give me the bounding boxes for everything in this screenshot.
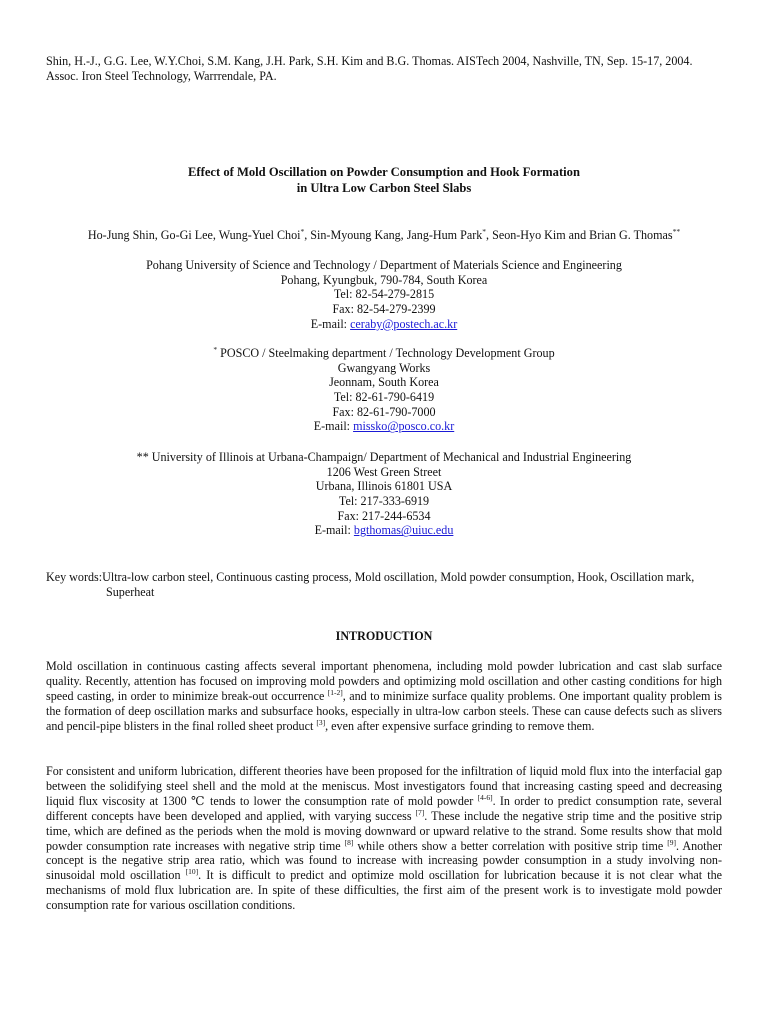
- reference-marker: [9]: [667, 837, 676, 847]
- author-marker-2: *: [482, 226, 487, 236]
- text-run: while others show a better correlation with positive strip time: [353, 838, 668, 853]
- text-run: , and to minimize surface quality problems. One important quality problem is the formation of deep oscillation marks and subsurface hooks, especially in ultra-low carbon steels. These can cause defects such as slivers and pencil-pipe blisters in the final rolled sheet product: [46, 688, 722, 733]
- author-marker-3: **: [672, 226, 681, 236]
- reference-marker: [3]: [316, 717, 326, 727]
- email-link-bgthomas[interactable]: bgthomas@uiuc.edu: [353, 523, 454, 538]
- keywords-line-1: Ultra-low carbon steel, Continuous casting process, Mold oscillation, Mold powder consumption, Hook, Oscillation mark,: [102, 570, 695, 584]
- affiliation-3-line-2: 1206 West Green Street: [326, 464, 442, 479]
- text-run: . In order to predict consumption rate, several different concepts have been developed and applied, with varying success: [46, 793, 722, 823]
- affiliation-uiuc: [0, 450, 768, 538]
- citation-line-1: Shin, H.-J., G.G. Lee, W.Y.Choi, S.M. Kang, J.H. Park, S.H. Kim and B.G. Thomas. AISTech 2004, Nashville, TN, Sep. 15-17, 2004.: [46, 54, 693, 68]
- citation-line-2: Assoc. Iron Steel Technology, Warrrendale, PA.: [46, 68, 277, 83]
- email-link-ceraby[interactable]: ceraby@postech.ac.kr: [350, 316, 458, 331]
- affiliation-3-email-row: [0, 523, 768, 538]
- introduction-paragraph-1: [46, 659, 722, 734]
- authors-part-2: , Sin-Myoung Kang, Jang-Hum Park: [304, 228, 483, 242]
- author-marker-1: *: [300, 226, 305, 236]
- affiliation-2-tel: Tel: 82-61-790-6419: [333, 390, 435, 405]
- authors-part-1: Ho-Jung Shin, Go-Gi Lee, Wung-Yuel Choi: [87, 228, 301, 242]
- email-label: E-mail:: [310, 316, 351, 331]
- affiliation-2-line-3: Jeonnam, South Korea: [329, 375, 439, 390]
- author-list: [0, 228, 768, 243]
- paper-title: [0, 164, 768, 196]
- affiliation-2-line-1-text: POSCO / Steelmaking department / Technology Development Group: [217, 346, 555, 360]
- text-run: . Another concept is the negative strip area ratio, which was found to increase with increasing powder consumption in a study involving non-sinusoidal mold oscillation: [46, 838, 722, 883]
- affiliation-1-line-2: Pohang, Kyungbuk, 790-784, South Korea: [280, 272, 488, 287]
- introduction-heading: INTRODUCTION: [335, 629, 433, 643]
- affiliation-2-email-row: [0, 419, 768, 434]
- affiliation-1-tel: Tel: 82-54-279-2815: [333, 287, 435, 302]
- text-run: . These include the negative strip time and the positive strip time, which are defined as the periods when the mold is moving downward or upward relative to the strand. Some results show that mold powder consumption rate increases with negative strip time: [46, 808, 723, 853]
- keywords-row: [46, 570, 726, 585]
- affiliation-2-line-1: [0, 346, 768, 361]
- keywords-block: [46, 570, 726, 600]
- affiliation-3-line-3: Urbana, Illinois 61801 USA: [315, 479, 453, 494]
- reference-marker: [8]: [344, 837, 354, 847]
- email-label: E-mail:: [313, 419, 354, 434]
- authors-part-3: , Seon-Hyo Kim and Brian G. Thomas: [486, 228, 673, 242]
- reference-marker: [4-6]: [477, 792, 493, 802]
- affiliation-3-tel: Tel: 217-333-6919: [338, 494, 430, 509]
- affiliation-2-line-2: Gwangyang Works: [337, 360, 431, 375]
- text-run: . It is difficult to predict and optimize mold oscillation for lubrication because it is not clear what the mechanisms of mold flux lubrication are. In spite of these difficulties, the first aim of the present work is to investigate mold powder consumption rate for various oscillation conditions.: [46, 868, 722, 913]
- email-link-missko[interactable]: missko@posco.co.kr: [353, 419, 455, 434]
- keywords-label: Key words:: [46, 570, 103, 584]
- affiliation-postech: [0, 258, 768, 331]
- reference-marker: [7]: [415, 807, 425, 817]
- reference-marker: [10]: [185, 867, 199, 877]
- affiliation-2-marker: *: [213, 344, 218, 354]
- email-label: E-mail:: [314, 523, 354, 538]
- affiliation-3-line-1: ** University of Illinois at Urbana-Champaign/ Department of Mechanical and Industrial Engineering: [136, 450, 632, 464]
- title-line-1: Effect of Mold Oscillation on Powder Consumption and Hook Formation: [188, 165, 580, 179]
- affiliation-3-fax: Fax: 217-244-6534: [337, 508, 431, 523]
- text-run: , even after expensive surface grinding to remove them.: [325, 718, 595, 733]
- citation-header: [46, 54, 726, 84]
- affiliation-1-line-1: Pohang University of Science and Technology / Department of Materials Science and Engineering: [146, 258, 622, 272]
- introduction-paragraph-2: [46, 764, 722, 913]
- affiliation-posco: [0, 346, 768, 434]
- affiliation-2-fax: Fax: 82-61-790-7000: [332, 404, 436, 419]
- text-run: For consistent and uniform lubrication, different theories have been proposed for the infiltration of liquid mold flux into the interfacial gap between the solidifying steel shell and the mold at the meniscus. Most investigators found that increasing casting speed and decreasing liquid flux viscosity at 1300 ℃ tends to lower the consumption rate of mold powder: [46, 764, 722, 808]
- keywords-line-2: Superheat: [106, 584, 155, 599]
- affiliation-1-fax: Fax: 82-54-279-2399: [332, 302, 436, 317]
- title-line-2: in Ultra Low Carbon Steel Slabs: [296, 181, 472, 195]
- reference-marker: [1-2]: [327, 687, 343, 697]
- text-run: Mold oscillation in continuous casting affects several important phenomena, including mold powder lubrication and cast slab surface quality. Recently, attention has focused on improving mold powders and optimizing mold oscillation and other casting conditions for high speed casting, in order to minimize break-out occurrence: [46, 659, 722, 703]
- affiliation-1-email-row: [0, 317, 768, 332]
